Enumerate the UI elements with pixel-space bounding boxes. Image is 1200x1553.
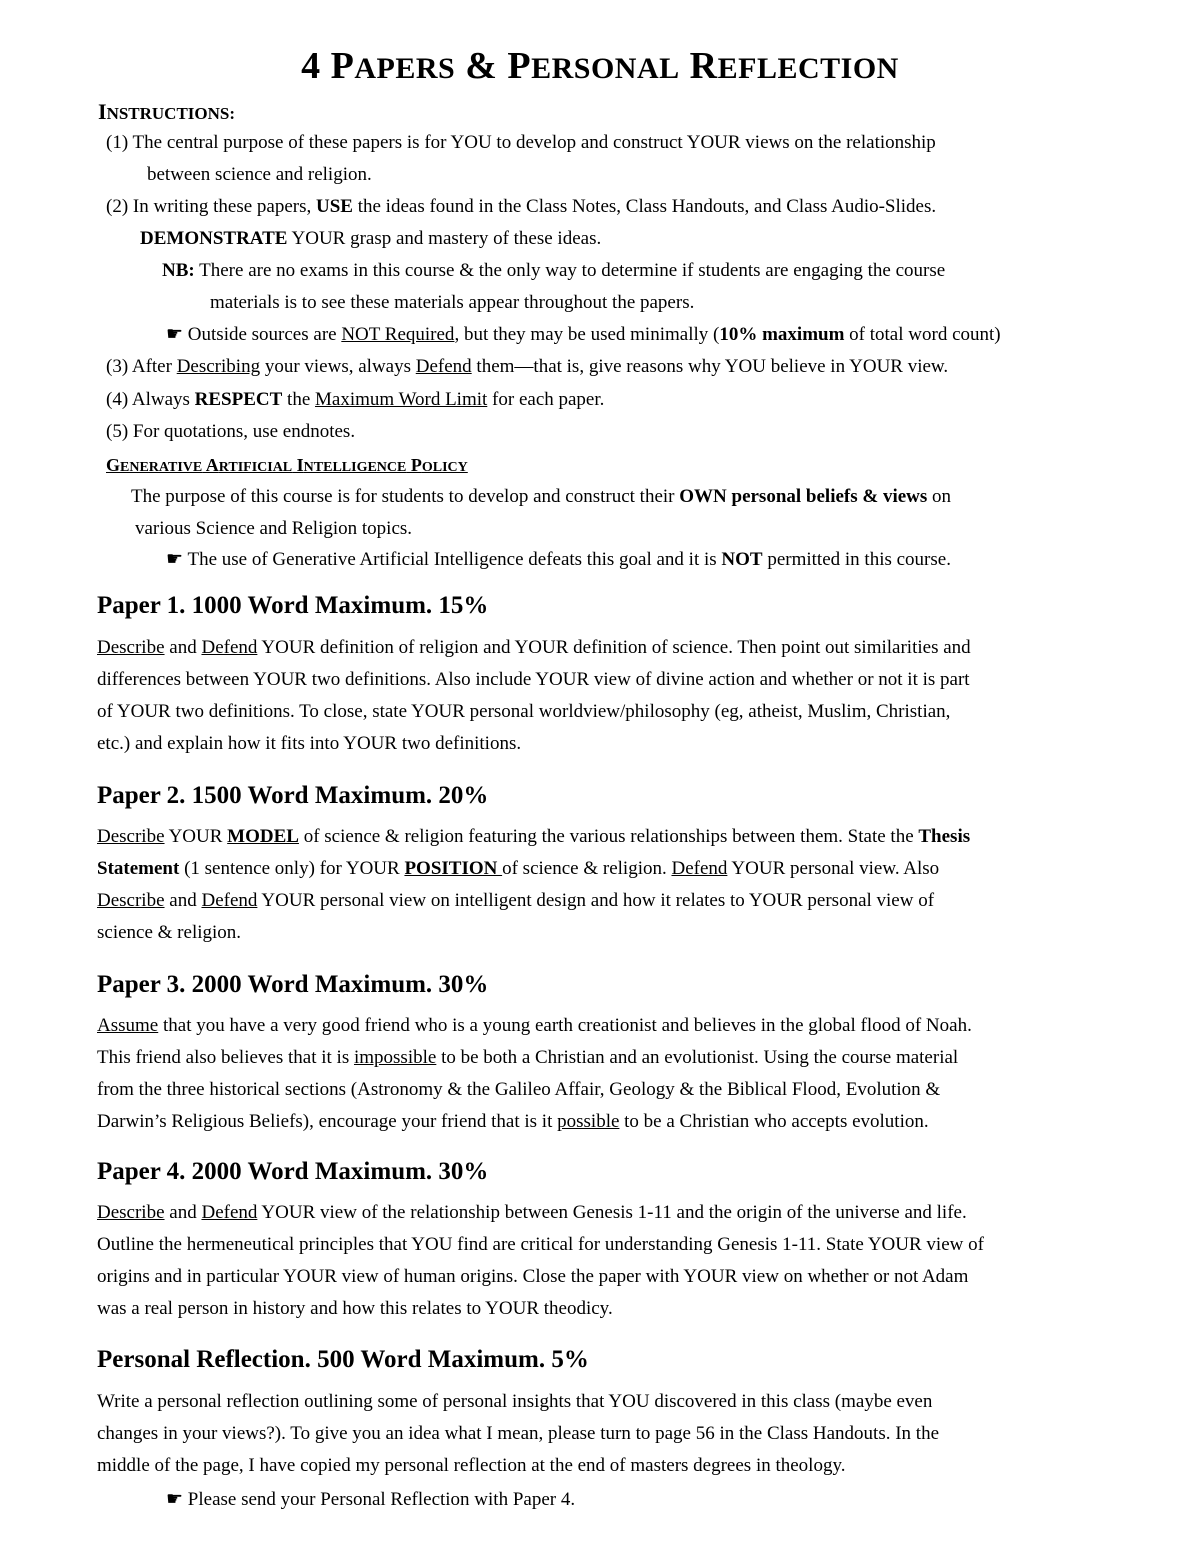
nb-note-line2: materials is to see these materials appear throughout the papers. [210, 292, 695, 313]
gai-policy-heading: GENERATIVE ARTIFICIAL INTELLIGENCE POLICY [106, 455, 468, 475]
instruction-2-line1: (2) In writing these papers, USE the ideas found in the Class Notes, Class Handouts, and Class Audio-Slides. [106, 196, 937, 217]
reflection-description: Write a personal reflection outlining some of personal insights that YOU discovered in this class (maybe even changes in your views?). To give you an idea what I mean, please turn to page 56 in the Class Handouts. In the middle of the page, I have copied my personal reflection at the end of masters degrees in theology. [97, 1391, 940, 1476]
paper-1-heading: Paper 1. 1000 Word Maximum. 15% [97, 592, 489, 619]
gai-policy-line1: The purpose of this course is for students to develop and construct their OWN personal beliefs & views on [131, 486, 952, 507]
nb-note-line1: NB: There are no exams in this course & the only way to determine if students are engaging the course [162, 260, 946, 281]
instruction-1-line1: (1) The central purpose of these papers is for YOU to develop and construct YOUR views on the relationship [106, 132, 936, 153]
paper-3-description: Assume that you have a very good friend who is a young earth creationist and believes in the global flood of Noah. This friend also believes that it is impossible to be both a Christian and an evolutionist. Using the course material from the three historical sections (Astronomy & the Galileo Affair, Geology & the Biblical Flood, Evolution & Darwin’s Religious Beliefs), encourage your friend that is it possible to be a Christian who accepts evolution. [97, 1015, 972, 1132]
instruction-5: (5) For quotations, use endnotes. [106, 421, 356, 442]
pointing-hand-icon: ☛ [166, 1489, 184, 1510]
pointing-hand-icon: ☛ [166, 549, 184, 570]
paper-4-heading: Paper 4. 2000 Word Maximum. 30% [97, 1158, 489, 1185]
paper-2-description: Describe YOUR MODEL of science & religion featuring the various relationships between them. State the Thesis Statement (1 sentence only) for YOUR POSITION of science & religion. Defend YOUR personal view. Also Describe and Defend YOUR personal view on intelligent design and how it relates to YOUR personal view of science & religion. [97, 826, 971, 943]
paper-1-description: Describe and Defend YOUR definition of religion and YOUR definition of science. Then point out similarities and differences between YOUR two definitions. Also include YOUR view of divine action and whether or not it is part of YOUR two definitions. To close, state YOUR personal worldview/philosophy (eg, atheist, Muslim, Christian, etc.) and explain how it fits into YOUR two definitions. [97, 637, 971, 754]
instructions-heading: INSTRUCTIONS: [98, 99, 236, 124]
instruction-3: (3) After Describing your views, always Defend them—that is, give reasons why YOU believe in YOUR view. [106, 356, 949, 377]
outside-sources-note: ☛ Outside sources are NOT Required, but they may be used minimally (10% maximum of total word count) [166, 324, 1001, 345]
paper-3-heading: Paper 3. 2000 Word Maximum. 30% [97, 971, 489, 998]
instruction-2-line2: DEMONSTRATE YOUR grasp and mastery of these ideas. [140, 228, 602, 249]
reflection-point: ☛ Please send your Personal Reflection with Paper 4. [166, 1489, 576, 1510]
paper-2-heading: Paper 2. 1500 Word Maximum. 20% [97, 782, 489, 809]
paper-4-description: Describe and Defend YOUR view of the relationship between Genesis 1-11 and the origin of the universe and life. Outline the hermeneutical principles that YOU find are critical for understanding Genesis 1-11. State YOUR view of origins and in particular YOUR view of human origins. Close the paper with YOUR view on whether or not Adam was a real person in history and how this relates to YOUR theodicy. [97, 1202, 984, 1319]
instruction-1-line2: between science and religion. [147, 164, 372, 185]
instruction-4: (4) Always RESPECT the Maximum Word Limit for each paper. [106, 389, 605, 410]
page-title: 4 PAPERS & PERSONAL REFLECTION [301, 45, 899, 87]
pointing-hand-icon: ☛ [166, 324, 184, 345]
gai-policy-line2: various Science and Religion topics. [135, 518, 413, 539]
gai-policy-point: ☛ The use of Generative Artificial Intelligence defeats this goal and it is NOT permitted in this course. [166, 549, 951, 570]
reflection-heading: Personal Reflection. 500 Word Maximum. 5% [97, 1346, 589, 1373]
